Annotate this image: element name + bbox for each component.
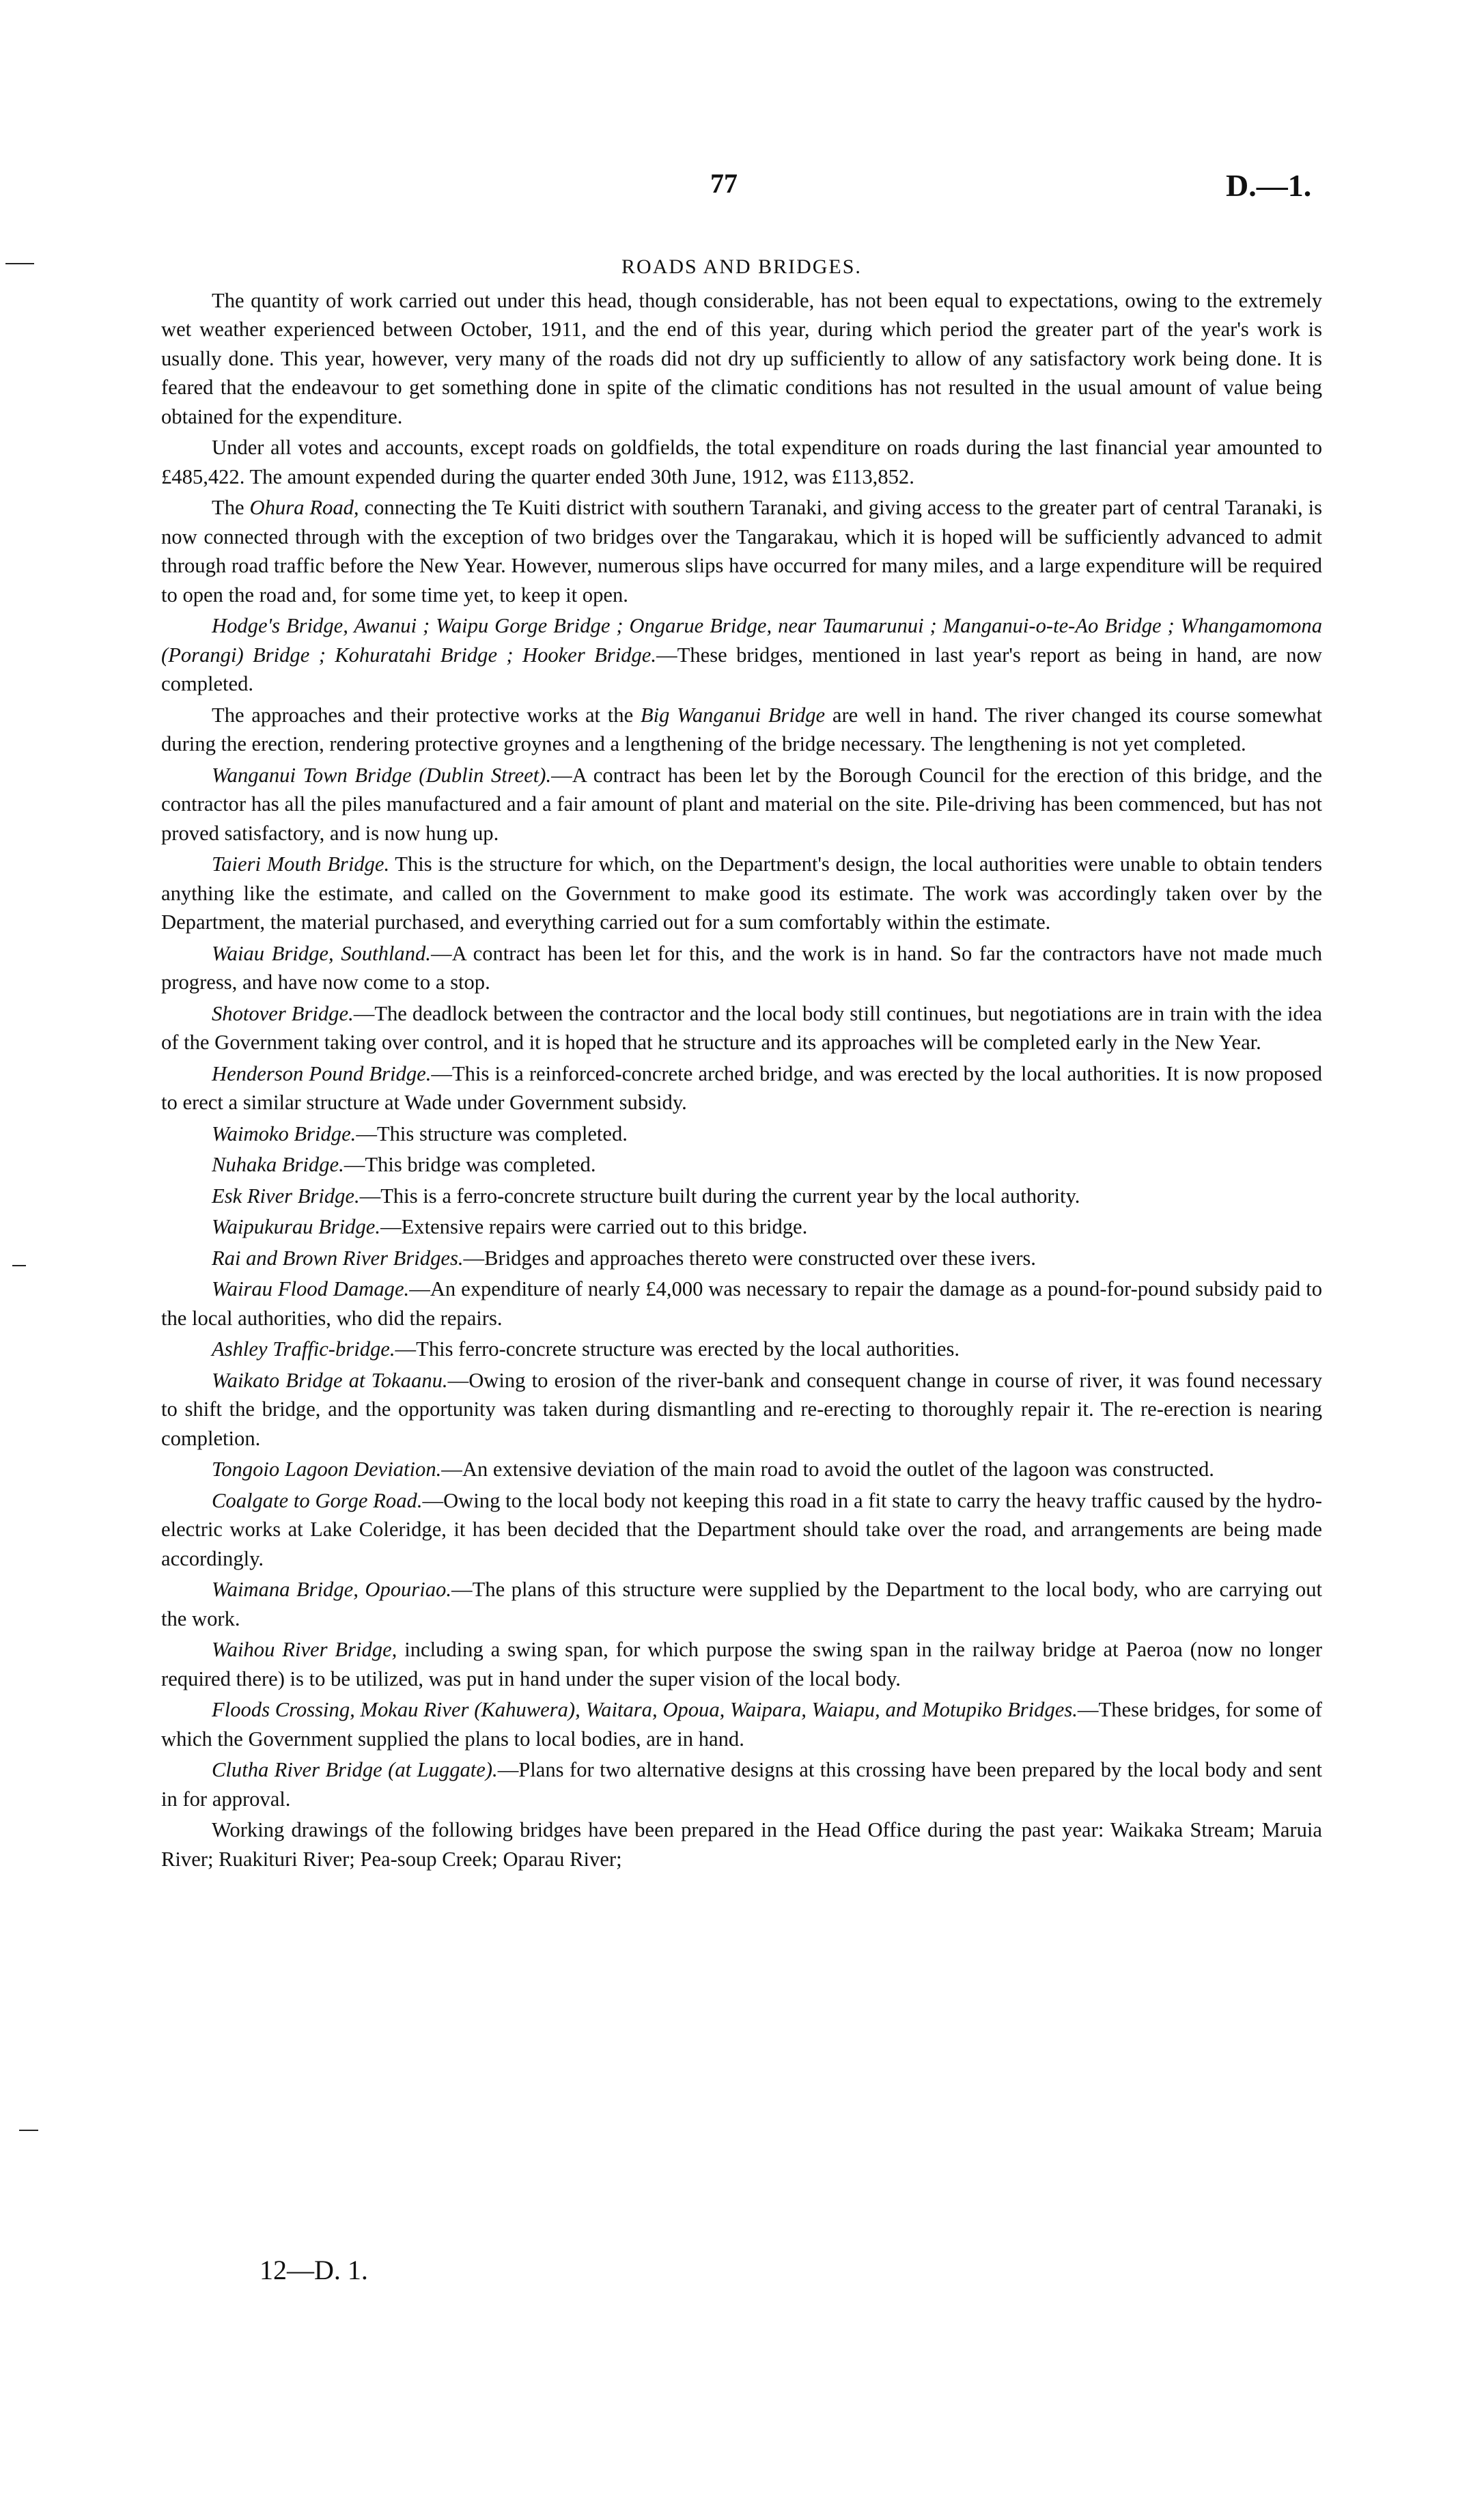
paragraph: [161, 286, 1322, 432]
paragraph-heading: Nuhaka Bridge.: [212, 1153, 344, 1176]
paragraph-body: —This bridge was completed.: [344, 1153, 596, 1176]
document-reference: D.—1.: [1226, 168, 1312, 203]
paragraph-body: —These bridges, mentioned in last year's report as being in hand, are now completed.: [161, 643, 1322, 695]
paragraph-body: —Extensive repairs were carried out to this bridge.: [380, 1215, 808, 1238]
paragraph: [161, 1755, 1322, 1813]
paragraph-heading: Waikato Bridge at Tokaanu.: [212, 1368, 448, 1392]
paragraph-heading: Wanganui Town Bridge (Dublin Street).: [212, 763, 552, 787]
paragraph-body: —This is a ferro-concrete structure built during the current year by the local authority.: [359, 1184, 1080, 1208]
paragraph: [161, 1119, 1322, 1149]
paragraph-heading: Ohura Road,: [249, 496, 359, 519]
paragraph-heading: Waimoko Bridge.: [212, 1122, 356, 1145]
paragraph-body: —A contract has been let for this, and the work is in hand. So far the contractors have not made much progress, and have now come to a stop.: [161, 941, 1322, 994]
paragraph-heading: Ashley Traffic-bridge.: [212, 1337, 395, 1361]
paragraph-heading: Rai and Brown River Bridges.: [212, 1246, 464, 1270]
paragraph-body: The quantity of work carried out under this head, though considerable, has not been equal to expectations, owing to the extremely wet weather experienced between October, 1911, and the end of this year, during which period the greater part of the year's work is usually done. This year, however, very many of the roads did not dry up sufficiently to allow of any satisfactory work being done. It is feared that the endeavour to get something done in spite of the climatic conditions has not resulted in the usual amount of value being obtained for the expenditure.: [161, 288, 1322, 428]
paragraph-body: —These bridges, for some of which the Government supplied the plans to local bodies, are in hand.: [161, 1698, 1322, 1751]
paragraph-body: are well in hand. The river changed its course somewhat during the erection, rendering protective groynes and a lengthening of the bridge necessary. The lengthening is not yet completed.: [161, 703, 1322, 755]
paragraph-heading: Tongoio Lagoon Deviation.: [212, 1458, 442, 1481]
paragraph: [161, 761, 1322, 848]
paragraph: [161, 433, 1322, 491]
paragraph: [161, 1244, 1322, 1273]
paragraph: [161, 611, 1322, 699]
paragraph-body: —An expenditure of nearly £4,000 was necessary to repair the damage as a pound-for-pound subsidy paid to the local authorities, who did the repairs.: [161, 1277, 1323, 1330]
paragraph: [161, 1059, 1322, 1117]
paragraph-heading: Taieri Mouth Bridge.: [212, 852, 390, 876]
page-number: 77: [710, 168, 738, 199]
main-text: [161, 253, 1322, 1876]
paragraph-body: —This structure was completed.: [356, 1122, 628, 1145]
paragraph-heading: Waihou River Bridge,: [212, 1638, 397, 1661]
paragraph: [161, 1486, 1322, 1574]
paragraph-body: —The plans of this structure were supplied by the Department to the local body, who are carrying out the work.: [161, 1578, 1322, 1630]
paragraph-heading: Waiau Bridge, Southland.: [212, 941, 431, 965]
paragraph: [161, 493, 1322, 609]
paragraph: [161, 701, 1322, 759]
paragraph-heading: Esk River Bridge.: [212, 1184, 360, 1208]
margin-mark: [12, 1265, 26, 1266]
paragraph-body: connecting the Te Kuiti district with southern Taranaki, and giving access to the greater part of central Taranaki, is now connected through with the exception of two bridges over the Tangarakau, which it is hoped will be sufficiently advanced to admit through road traffic before the New Year. However, numerous slips have occurred for many miles, and a large expenditure will be required to open the road and, for some time yet, to keep it open.: [161, 496, 1322, 607]
paragraph: [161, 939, 1322, 997]
section-title: ROADS AND BRIDGES.: [621, 255, 862, 278]
paragraph-heading: Shotover Bridge.: [212, 1001, 354, 1025]
paragraph: [161, 999, 1322, 1057]
paragraph-heading: Clutha River Bridge (at Luggate).: [212, 1758, 498, 1781]
paragraph-heading: Floods Crossing, Mokau River (Kahuwera), Waitara, Opoua, Waipara, Waiapu, and Motupiko Bridges.: [212, 1698, 1078, 1721]
paragraph-heading: Wairau Flood Damage.: [212, 1277, 410, 1300]
paragraph: [161, 1150, 1322, 1180]
paragraph: [161, 1366, 1322, 1453]
paragraph-body: —An extensive deviation of the main road to avoid the outlet of the lagoon was constructed.: [441, 1458, 1214, 1481]
paragraph: [161, 1575, 1322, 1633]
margin-mark: [19, 2130, 38, 2131]
paragraph-body: —Owing to the local body not keeping this road in a fit state to carry the heavy traffic caused by the hydro-electric works at Lake Coleridge, it has been decided that the Department should take over the road, and arrangements are being made accordingly.: [161, 1488, 1322, 1570]
paragraph-body: —Owing to erosion of the river-bank and consequent change in course of river, it was found necessary to shift the bridge, and the opportunity was taken during dismantling and re-erecting to thoroughly repair it. The re-erection is nearing completion.: [161, 1368, 1322, 1450]
paragraph-body: Working drawings of the following bridges have been prepared in the Head Office during the past year: Waikaka Stream; Maruia River; Ruakituri River; Pea-soup Creek; Oparau River;: [161, 1818, 1322, 1871]
margin-mark: [5, 263, 34, 264]
paragraph-heading: Hodge's Bridge, Awanui ; Waipu Gorge Bridge ; Ongarue Bridge, near Taumarunui ; Manganui-o-te-Ao Bridge ; Whangamomona (Porangi) Bridge ; Kohuratahi Bridge ; Hooker Bridge.: [161, 614, 1322, 667]
paragraph-body: —Bridges and approaches thereto were constructed over these ivers.: [463, 1246, 1036, 1270]
paragraph-body: —This ferro-concrete structure was erected by the local authorities.: [395, 1337, 960, 1361]
paragraph: [161, 1635, 1322, 1693]
paragraph: [161, 1455, 1322, 1484]
paragraph: [161, 1212, 1322, 1242]
paragraph-heading: Henderson Pound Bridge.: [212, 1061, 432, 1085]
paragraph-heading: Waipukurau Bridge.: [212, 1215, 381, 1238]
paragraph: [161, 1335, 1322, 1364]
paragraph-list: [161, 286, 1322, 1874]
paragraph: [161, 850, 1322, 937]
paragraph-body: —This is a reinforced-concrete arched bridge, and was erected by the local authorities. It is now proposed to erect a similar structure at Wade under Government subsidy.: [161, 1061, 1322, 1114]
paragraph-prefix: The: [212, 496, 250, 519]
paragraph-body: Under all votes and accounts, except roads on goldfields, the total expenditure on roads during the last financial year amounted to £485,422. The amount expended during the quarter ended 30th June, 1912, was £113,852.: [161, 436, 1322, 488]
paragraph: [161, 1275, 1322, 1333]
paragraph: [161, 1695, 1322, 1753]
footer-signature: 12—D. 1.: [260, 2255, 368, 2285]
paragraph-body: This is the structure for which, on the Department's design, the local authorities were unable to obtain tenders anything like the estimate, and called on the Government to make good its estimate. The work was accordingly taken over by the Department, the material purchased, and everything carried out for a sum comfortably within the estimate.: [161, 852, 1322, 934]
paragraph-body: —Plans for two alternative designs at this crossing have been prepared by the local body and sent in for approval.: [161, 1758, 1322, 1811]
paragraph-body: —A contract has been let by the Borough Council for the erection of this bridge, and the contractor has all the piles manufactured and a fair amount of plant and material on the site. Pile-driving has been commenced, but has not proved satisfactory, and is now hung up.: [161, 763, 1322, 845]
paragraph-heading: Coalgate to Gorge Road.: [212, 1488, 423, 1512]
paragraph-prefix: The approaches and their protective works at the: [212, 703, 641, 727]
paragraph-body: —The deadlock between the contractor and the local body still continues, but negotiations are in train with the idea of the Government taking over control, and it is hoped that he structure and its approaches will be completed early in the New Year.: [161, 1001, 1322, 1054]
paragraph-heading: Waimana Bridge, Opouriao.: [212, 1578, 452, 1601]
paragraph-body: including a swing span, for which purpose the swing span in the railway bridge at Paeroa (now no longer required there) is to be utilized, was put in hand under the super vision of the local body.: [161, 1638, 1323, 1690]
paragraph: [161, 1815, 1322, 1874]
paragraph-heading: Big Wanganui Bridge: [640, 703, 826, 727]
paragraph: [161, 1182, 1322, 1211]
